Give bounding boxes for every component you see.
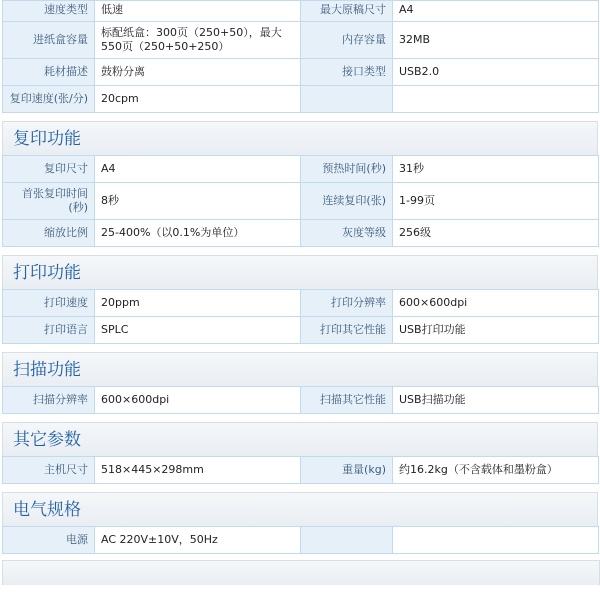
spec-row (3, 527, 599, 554)
spec-label: 打印其它性能 (301, 317, 393, 344)
spec-table-general (2, 0, 599, 113)
spec-value: USB打印功能 (393, 317, 599, 344)
spec-label: 打印速度 (3, 290, 95, 317)
spec-label: 重量(kg) (301, 457, 393, 484)
spec-label: 扫描其它性能 (301, 387, 393, 414)
spec-label: 复印尺寸 (3, 156, 95, 183)
section-title-print: 打印功能 (2, 255, 598, 289)
spec-row (3, 317, 599, 344)
spec-label: 进纸盒容量 (3, 22, 95, 59)
spec-value: USB扫描功能 (393, 387, 599, 414)
spec-value: USB2.0 (393, 59, 599, 86)
spec-row (3, 387, 599, 414)
spec-value: 32MB (393, 22, 599, 59)
spec-value: AC 220V±10V，50Hz (95, 527, 301, 554)
spec-label (301, 86, 393, 113)
spec-value: 鼓粉分离 (95, 59, 301, 86)
spec-value: 8秒 (95, 183, 301, 220)
section-title-power: 电气规格 (2, 492, 598, 526)
spec-label: 打印语言 (3, 317, 95, 344)
spec-table-print (2, 289, 599, 344)
section-title-scan: 扫描功能 (2, 352, 598, 386)
spec-label: 连续复印(张) (301, 183, 393, 220)
spec-value (393, 86, 599, 113)
spec-value: A4 (95, 156, 301, 183)
spec-value: 25-400%（以0.1%为单位） (95, 220, 301, 247)
spec-value: 518×445×298mm (95, 457, 301, 484)
spec-table-power (2, 526, 599, 554)
spec-label (301, 527, 393, 554)
spec-value: 20cpm (95, 86, 301, 113)
spec-value: 600×600dpi (95, 387, 301, 414)
spec-row (3, 59, 599, 86)
section-title-copy: 复印功能 (2, 121, 598, 155)
spec-label: 扫描分辨率 (3, 387, 95, 414)
section-title-other: 其它参数 (2, 422, 598, 456)
spec-value (393, 527, 599, 554)
spec-value: 1-99页 (393, 183, 599, 220)
spec-label: 速度类型 (3, 1, 95, 22)
spec-label: 接口类型 (301, 59, 393, 86)
spec-label: 最大原稿尺寸 (301, 1, 393, 22)
spec-row (3, 183, 599, 220)
spec-value: 20ppm (95, 290, 301, 317)
spec-row (3, 290, 599, 317)
spec-value: 标配纸盒：300页（250+50），最大550页（250+50+250） (95, 22, 301, 59)
spec-label: 首张复印时间(秒) (3, 183, 95, 220)
spec-table-copy (2, 155, 599, 247)
spec-value: SPLC (95, 317, 301, 344)
spec-row (3, 220, 599, 247)
spec-label: 电源 (3, 527, 95, 554)
spec-value: 31秒 (393, 156, 599, 183)
spec-row (3, 22, 599, 59)
spec-value: 低速 (95, 1, 301, 22)
spec-label: 灰度等级 (301, 220, 393, 247)
spec-value: A4 (393, 1, 599, 22)
next-section-header (2, 560, 600, 585)
spec-label: 预热时间(秒) (301, 156, 393, 183)
spec-row (3, 1, 599, 22)
spec-row (3, 156, 599, 183)
spec-label: 缩放比例 (3, 220, 95, 247)
spec-value: 256级 (393, 220, 599, 247)
spec-label: 耗材描述 (3, 59, 95, 86)
spec-label: 打印分辨率 (301, 290, 393, 317)
spec-value: 600×600dpi (393, 290, 599, 317)
spec-table-other (2, 456, 599, 484)
spec-label: 主机尺寸 (3, 457, 95, 484)
spec-table-scan (2, 386, 599, 414)
spec-label: 内存容量 (301, 22, 393, 59)
spec-value: 约16.2kg（不含载体和墨粉盒） (393, 457, 599, 484)
spec-label: 复印速度(张/分) (3, 86, 95, 113)
spec-row (3, 457, 599, 484)
spec-row (3, 86, 599, 113)
